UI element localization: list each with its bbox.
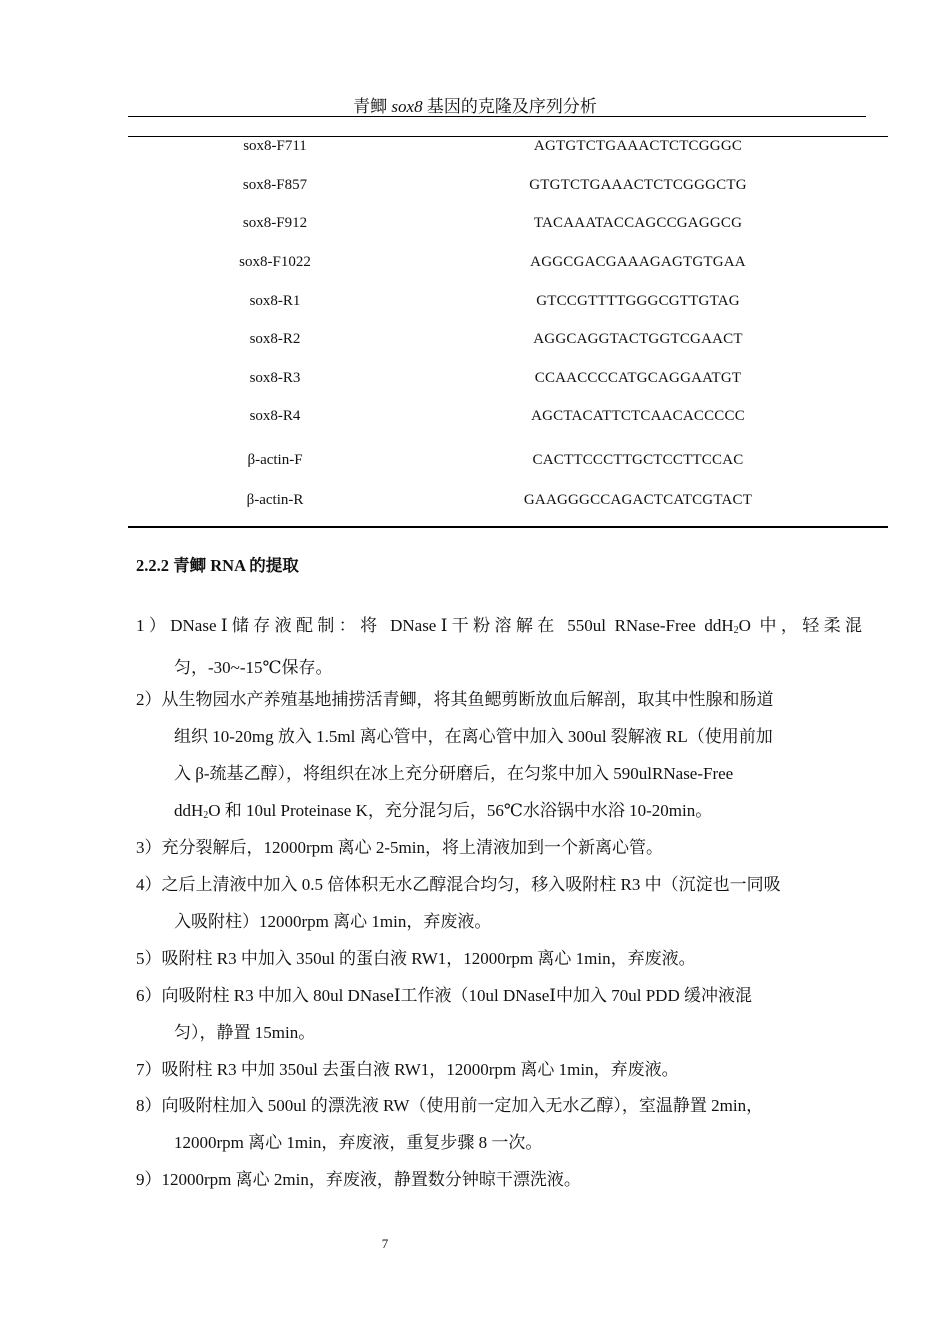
header-rule	[128, 116, 866, 117]
primer-sequence: GAAGGGCCAGACTCATCGTACT	[523, 492, 753, 508]
step-line: 2）从生物园水产养殖基地捕捞活青鲫，将其鱼鳃剪断放血后解剖，取其中性腺和肠道	[136, 690, 774, 709]
primer-sequence: TACAAATACCAGCCGAGGCG	[533, 215, 743, 231]
primer-name: β-actin-R	[246, 492, 304, 508]
step-line: 6）向吸附柱 R3 中加入 80ul DNaseⅠ工作液（10ul DNaseⅠ中加入 70ul PDD 缓冲液混	[136, 986, 752, 1005]
primer-name: sox8-R1	[249, 293, 301, 309]
step-3	[136, 829, 862, 866]
primer-sequence: AGTGTCTGAAACTCTCGGGC	[533, 138, 743, 154]
header-title-suffix: 基因的克隆及序列分析	[422, 97, 597, 116]
step-line: 7）吸附柱 R3 中加 350ul 去蛋白液 RW1，12000rpm 离心 1min，弃废液。	[136, 1060, 679, 1079]
primer-sequence: AGGCAGGTACTGGTCGAACT	[533, 331, 743, 347]
primer-name: sox8-R3	[249, 370, 301, 386]
table-row	[128, 452, 888, 474]
primer-sequence: GTGTCTGAAACTCTCGGGCTG	[529, 177, 747, 193]
step-6	[136, 977, 862, 1051]
step-text: O 中，轻柔混	[738, 616, 863, 635]
table-row	[128, 177, 888, 199]
step-4	[136, 866, 862, 940]
step-line: 3）充分裂解后，12000rpm 离心 2-5min，将上清液加到一个新离心管。	[136, 838, 663, 857]
step-line: 入 β-巯基乙醇），将组织在冰上充分研磨后，在匀浆中加入 590ulRNase-Free	[174, 764, 734, 783]
section-title: 2.2.2 青鲫 RNA 的提取	[136, 556, 299, 575]
primer-sequence: AGGCGACGAAAGAGTGTGAA	[530, 254, 746, 270]
step-line: 9）12000rpm 离心 2min，弃废液，静置数分钟晾干漂洗液。	[136, 1170, 581, 1189]
table-row	[128, 492, 888, 514]
subscript: 2	[203, 810, 209, 821]
step-line: 入吸附柱）12000rpm 离心 1min，弃废液。	[174, 912, 492, 931]
step-7	[136, 1051, 862, 1088]
table-row	[128, 293, 888, 315]
step-line: 8）向吸附柱加入 500ul 的漂洗液 RW（使用前一定加入无水乙醇），室温静置 2min，	[136, 1096, 764, 1115]
primer-name: sox8-F711	[243, 138, 307, 154]
step-line: 组织 10-20mg 放入 1.5ml 离心管中，在离心管中加入 300ul 裂解液 RL（使用前加	[174, 727, 773, 746]
table-row	[128, 215, 888, 237]
primer-sequence: CACTTCCCTTGCTCCTTCCAC	[532, 452, 744, 468]
table-row	[128, 408, 888, 430]
table-row	[128, 370, 888, 392]
step-8	[136, 1087, 862, 1161]
step-5	[136, 940, 862, 977]
step-line: 匀），静置 15min。	[174, 1023, 316, 1042]
step-2	[136, 681, 862, 834]
primer-sequence: CCAACCCCATGCAGGAATGT	[534, 370, 742, 386]
table-row	[128, 254, 888, 276]
primer-name: β-actin-F	[247, 452, 303, 468]
step-text: O 和 10ul Proteinase K，充分混匀后，56℃水浴锅中水浴 10-20min。	[208, 801, 713, 820]
primer-name: sox8-R4	[249, 408, 301, 424]
step-line: 5）吸附柱 R3 中加入 350ul 的蛋白液 RW1，12000rpm 离心 1min，弃废液。	[136, 949, 696, 968]
primer-name: sox8-F857	[242, 177, 308, 193]
step-text: 1）DNaseⅠ储存液配制：将 DNaseⅠ干粉溶解在 550ul RNase-Free ddH	[136, 616, 734, 635]
table-top-rule	[128, 136, 888, 137]
step-line	[136, 792, 862, 834]
primer-name: sox8-F912	[242, 215, 308, 231]
step-9	[136, 1161, 862, 1198]
page-number: 7	[381, 1236, 389, 1251]
step-line: 4）之后上清液中加入 0.5 倍体积无水乙醇混合均匀，移入吸附柱 R3 中（沉淀也一同吸	[136, 875, 781, 894]
header-title-prefix: 青鲫	[353, 97, 392, 116]
step-text: ddH	[174, 801, 204, 820]
table-row	[128, 331, 888, 353]
step-line: 12000rpm 离心 1min，弃废液，重复步骤 8 一次。	[174, 1133, 543, 1152]
header-title-gene: sox8	[391, 97, 423, 116]
table-bottom-rule	[128, 526, 888, 528]
step-line: 匀，-30~-15℃保存。	[174, 658, 333, 677]
step-line	[136, 607, 862, 649]
subscript: 2	[733, 625, 739, 636]
primer-name: sox8-R2	[249, 331, 301, 347]
primer-name: sox8-F1022	[239, 254, 311, 270]
step-1	[136, 607, 862, 686]
running-header	[0, 92, 950, 117]
primer-sequence: GTCCGTTTTGGGCGTTGTAG	[536, 293, 740, 309]
primer-sequence: AGCTACATTCTCAACACCCCC	[531, 408, 745, 424]
table-row	[128, 138, 888, 160]
